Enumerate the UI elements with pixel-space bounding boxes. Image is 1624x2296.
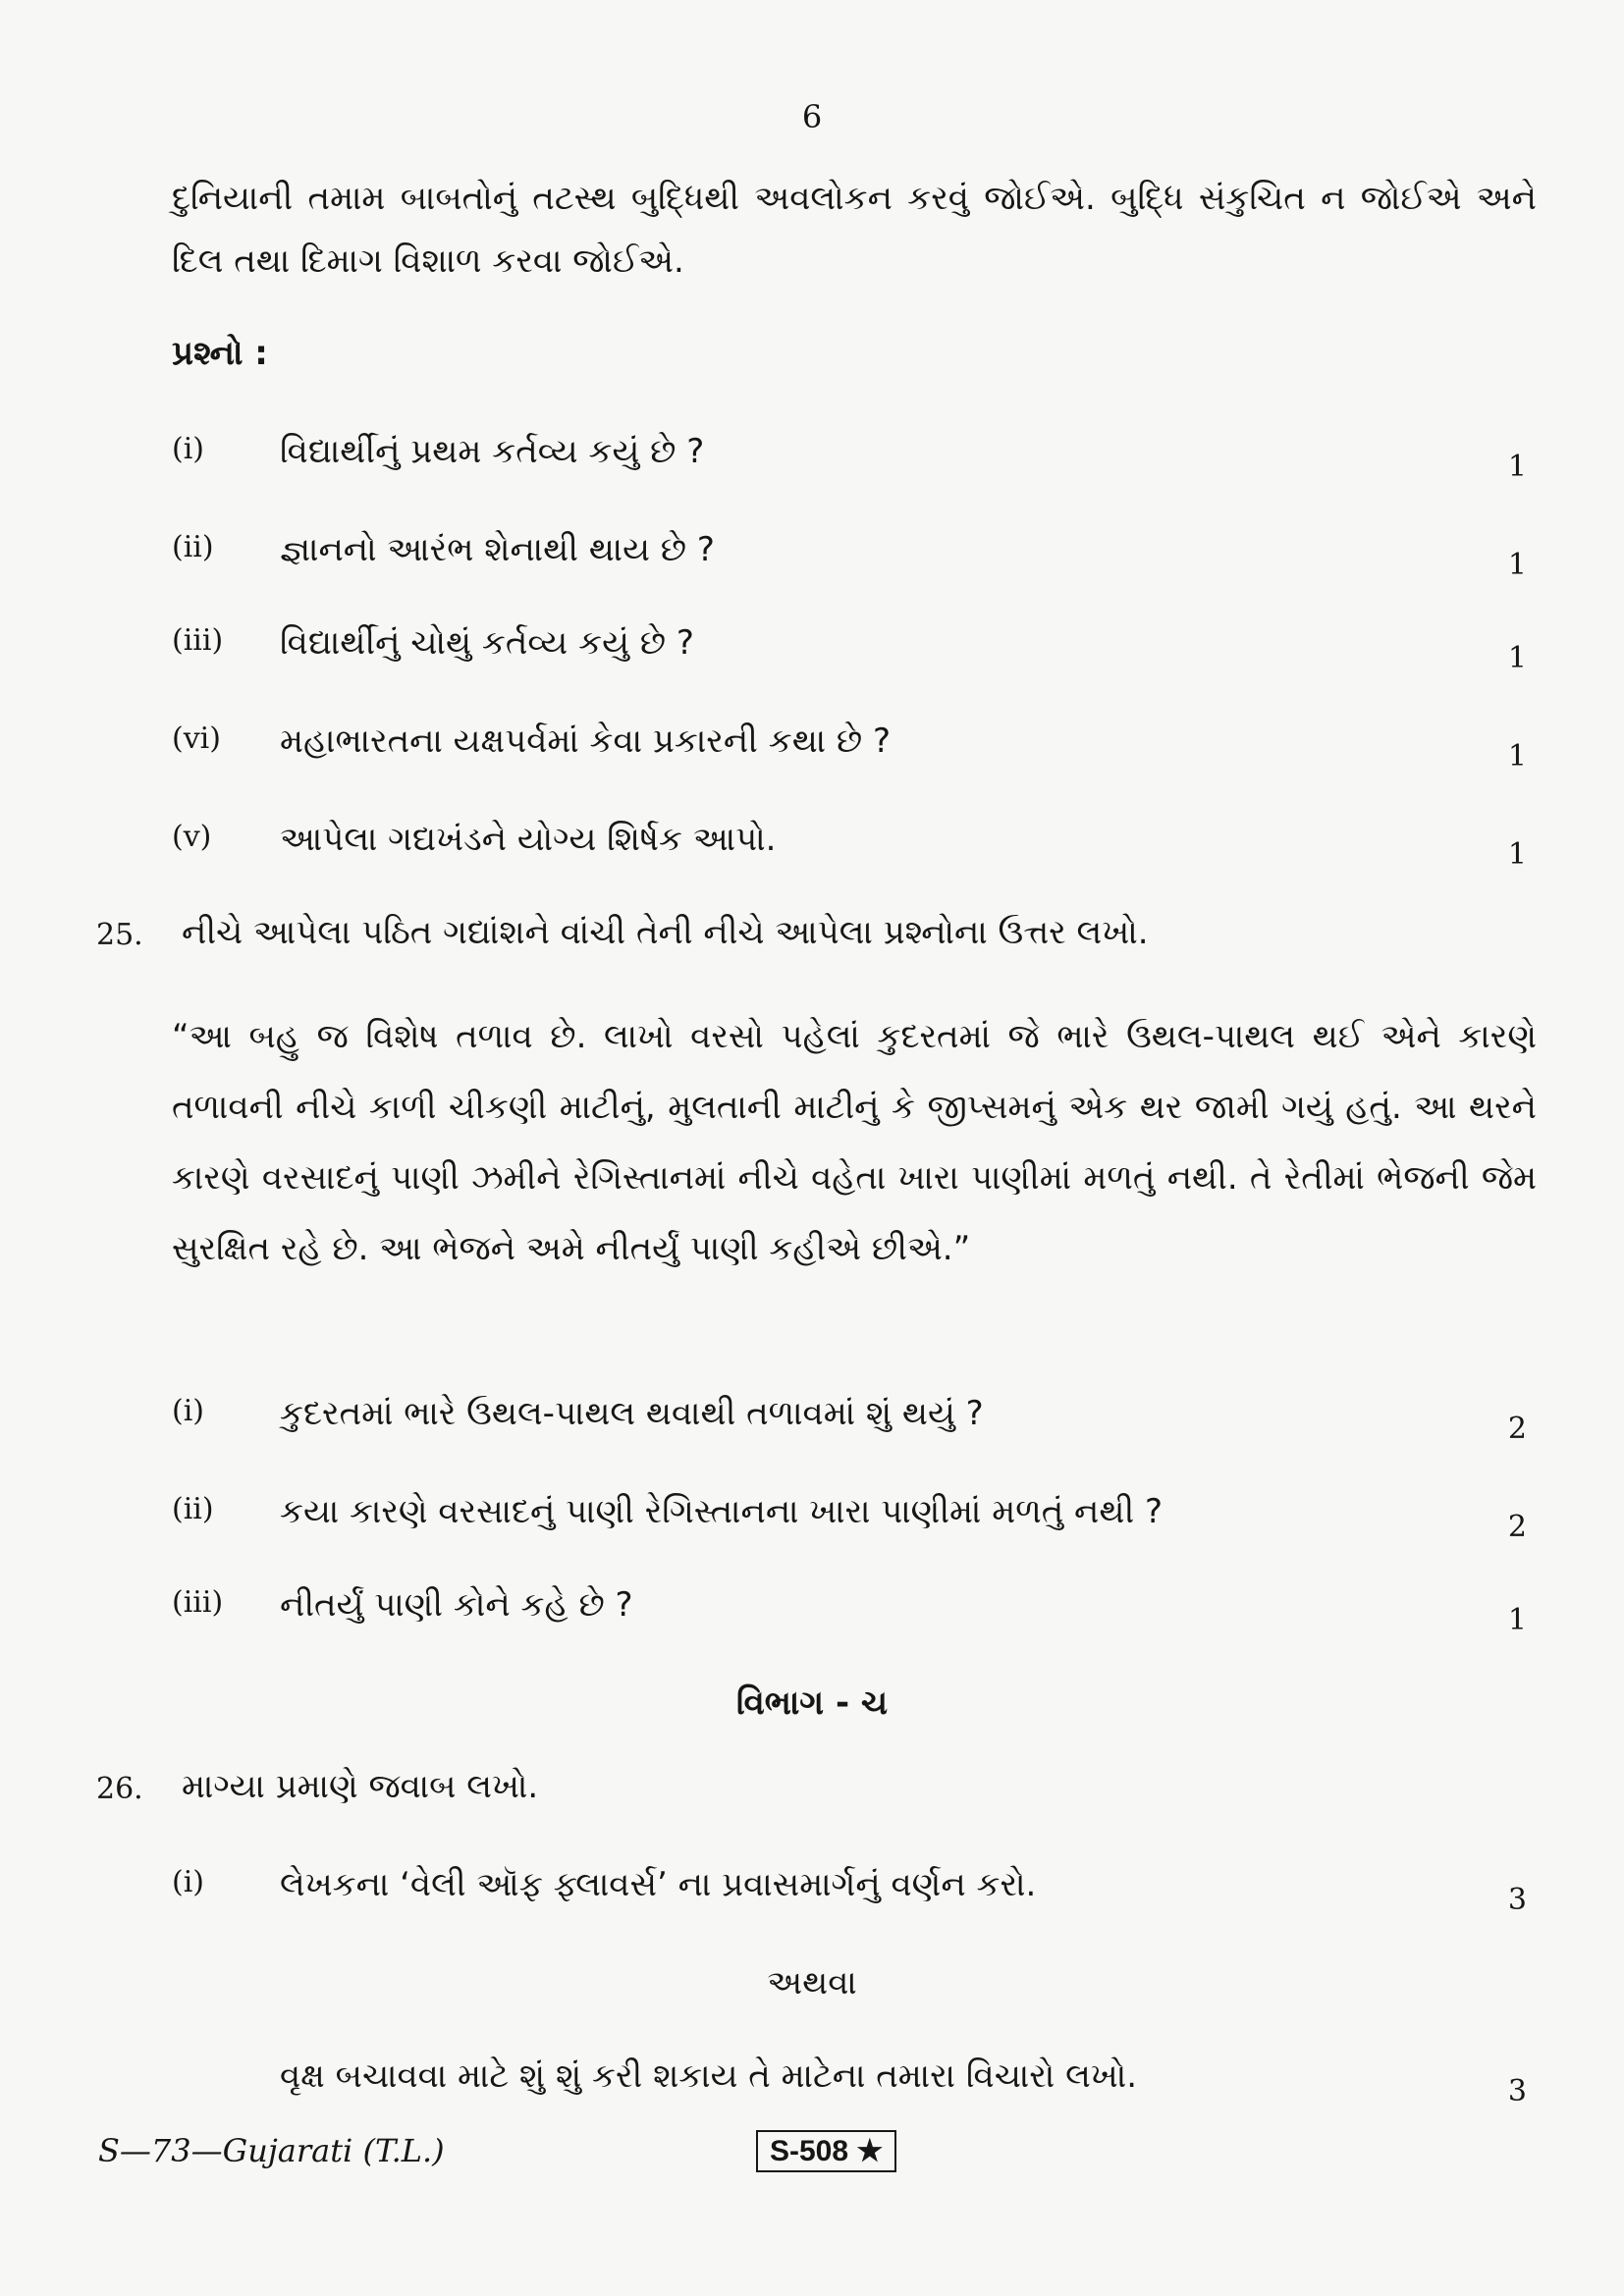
question-number: (i) <box>172 1394 205 1428</box>
question-marks: 2 <box>1507 1510 1527 1544</box>
question-number: (ii) <box>172 1492 214 1526</box>
question-marks: 3 <box>1507 2074 1527 2109</box>
intro-paragraph: દુનિયાની તમામ બાબતોનું તટસ્થ બુદ્ધિથી અવલોકન કરવું જોઈએ. બુદ્ધિ સંકુચિત ન જોઈએ અને દિલ તથા દિમાગ વિશાળ કરવા જોઈએ. <box>172 179 1537 281</box>
question-text: આપેલા ગદ્યખંડને યોગ્ય શિર્ષક આપો. <box>280 820 777 859</box>
question-item <box>172 1492 1537 1551</box>
question-number: (vi) <box>172 721 221 756</box>
question-text: કયા કારણે વરસાદનું પાણી રેગિસ્તાનના ખારા પાણીમાં મળતું નથી ? <box>280 1492 1164 1531</box>
question-item <box>172 820 1537 879</box>
question-item <box>172 1865 1537 1924</box>
question-marks: 1 <box>1507 450 1527 484</box>
alternate-question <box>172 2056 1537 2115</box>
or-label: અથવા <box>767 1963 857 2002</box>
question-number: (v) <box>172 820 212 854</box>
question-marks: 1 <box>1507 837 1527 872</box>
question-text: લેખકના ‘વેલી ઑફ ફ્લાવર્સ’ ના પ્રવાસમાર્ગનું વર્ણન કરો. <box>280 1865 1037 1904</box>
question-number: (i) <box>172 432 205 466</box>
question-marks: 2 <box>1507 1412 1527 1446</box>
question-25-number: 25. <box>96 918 143 952</box>
question-number: (i) <box>172 1865 205 1899</box>
question-text: વિદ્યાર્થીનું ચોથું કર્તવ્ય કયું છે ? <box>280 623 694 663</box>
paper-code: S—73—Gujarati (T.L.) <box>98 2132 445 2169</box>
paper-box-code: S-508 ★ <box>756 2130 896 2172</box>
question-number: (iii) <box>172 623 224 658</box>
questions-heading: પ્રશ્નો : <box>172 334 268 373</box>
question-text: વિદ્યાર્થીનું પ્રથમ કર્તવ્ય કયું છે ? <box>280 432 705 471</box>
question-text: જ્ઞાનનો આરંભ શેનાથી થાય છે ? <box>280 530 715 569</box>
passage-text: “આ બહુ જ વિશેષ તળાવ છે. લાખો વરસો પહેલાં કુદરતમાં જે ભારે ઉથલ-પાથલ થઈ એને કારણે તળાવની નીચે કાળી ચીકણી માટીનું, મુલતાની માટીનું કે જીપ્સમનું એક થર જામી ગયું હતું. આ થરને કારણે વરસાદનું પાણી ઝમીને રેગિસ્તાનમાં નીચે વહેતા ખારા પાણીમાં મળતું નથી. તે રેતીમાં ભેજની જેમ સુરક્ષિત રહે છે. આ ભેજને અમે નીતર્યું પાણી કહીએ છીએ.” <box>172 1017 1537 1268</box>
question-marks: 1 <box>1507 1603 1527 1637</box>
question-item <box>172 1585 1537 1644</box>
question-marks: 1 <box>1507 548 1527 582</box>
question-item <box>172 1394 1537 1453</box>
question-text: વૃક્ષ બચાવવા માટે શું શું કરી શકાય તે માટેના તમારા વિચારો લખો. <box>280 2056 1138 2096</box>
question-item <box>172 721 1537 780</box>
question-text: મહાભારતના યક્ષપર્વમાં કેવા પ્રકારની કથા છે ? <box>280 721 892 761</box>
question-item <box>172 530 1537 589</box>
question-text: નીતર્યું પાણી કોને કહે છે ? <box>280 1585 633 1625</box>
page-number: 6 <box>801 98 823 135</box>
question-item <box>172 432 1537 491</box>
question-number: (iii) <box>172 1585 224 1620</box>
section-heading: વિભાગ - ચ <box>735 1683 889 1723</box>
question-marks: 3 <box>1507 1883 1527 1917</box>
question-25-instruction: નીચે આપેલા પઠિત ગદ્યાંશને વાંચી તેની નીચે આપેલા પ્રશ્નોના ઉત્તર લખો. <box>182 913 1149 952</box>
question-item <box>172 623 1537 682</box>
question-26-number: 26. <box>96 1772 143 1806</box>
question-marks: 1 <box>1507 739 1527 774</box>
question-number: (ii) <box>172 530 214 564</box>
question-26-instruction: માગ્યા પ્રમાણે જવાબ લખો. <box>182 1767 539 1806</box>
question-text: કુદરતમાં ભારે ઉથલ-પાથલ થવાથી તળાવમાં શું થયું ? <box>280 1394 984 1433</box>
question-marks: 1 <box>1507 641 1527 675</box>
